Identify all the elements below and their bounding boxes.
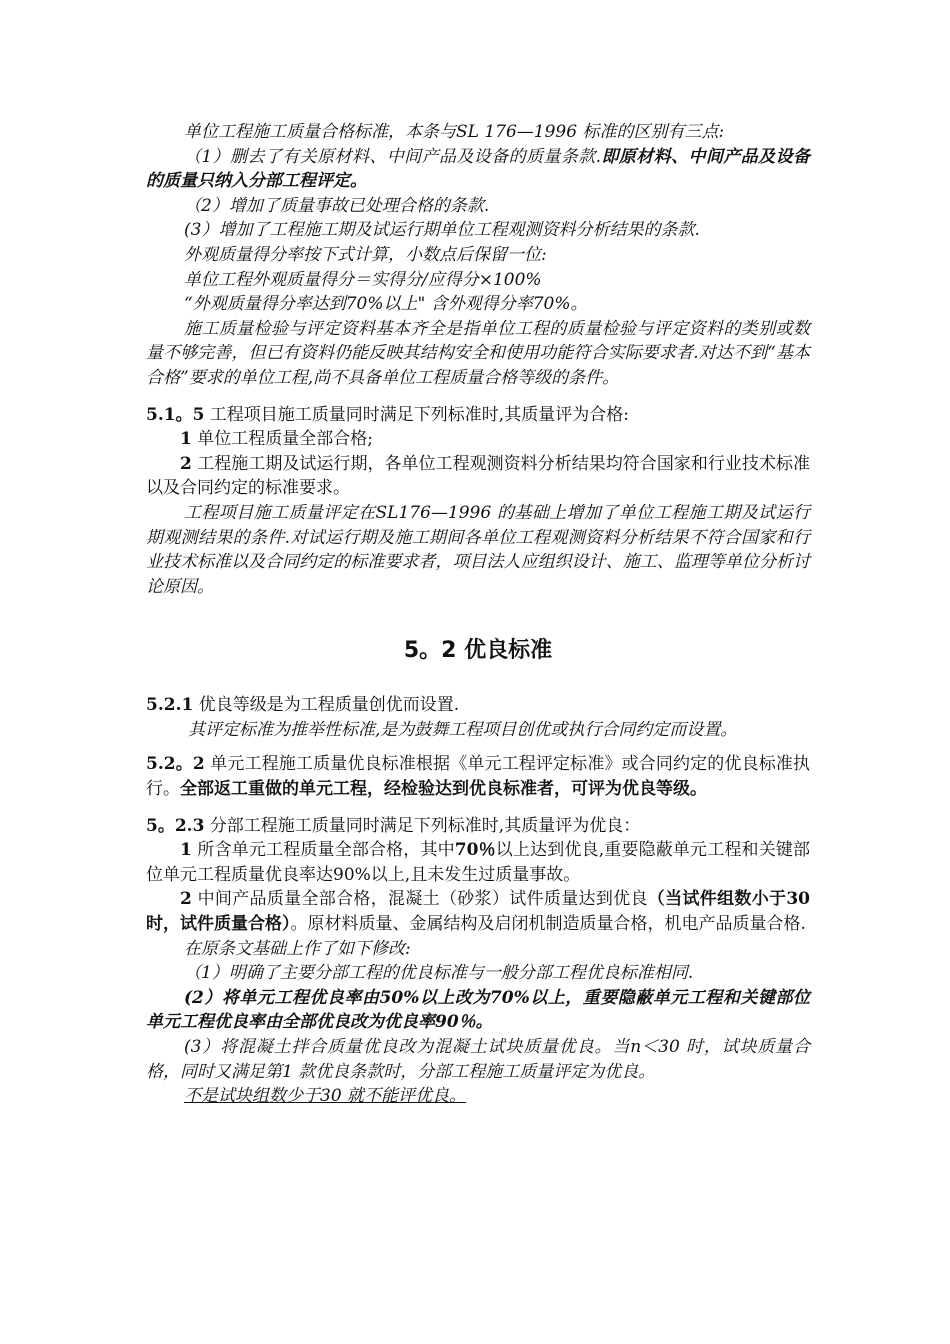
clause-5-2-3-note-intro: 在原条文基础上作了如下修改:	[184, 938, 411, 959]
clause-5-2-3-note-2: (2）将单元工程优良率由50%以上改为70%以上，重要隐蔽单元工程和关键部位单元工程优良率由全部优良改为优良率90％。	[146, 987, 810, 1033]
clause-text: 工程项目施工质量同时满足下列标准时,其质量评为合格:	[204, 404, 629, 425]
clause-text: 单元工程施工质量优良标准根据《单元工程评定标准》或合同约定的优良标准执行。	[146, 754, 810, 800]
clause-5-2-3-item-1	[146, 838, 810, 887]
clause-5-2-1-note: 其评定标准为推举性标准,是为鼓舞工程项目创优或执行合同约定而设置。	[188, 719, 738, 740]
paragraph-change-2: （2）增加了质量事故已处理合格的条款.	[184, 195, 490, 216]
paragraph-appearance-formula: 单位工程外观质量得分＝实得分/应得分×100%	[184, 269, 542, 290]
clause-number: 5.2.1	[146, 695, 194, 716]
item-number: 2	[180, 889, 192, 910]
clause-text: 分部工程施工质量同时满足下列标准时,其质量评为优良：	[204, 815, 641, 836]
clause-number: 5。2.3	[146, 815, 205, 836]
item-text-bold: （当试件组数小于30时，试件质量合格）	[146, 889, 810, 935]
clause-5-2-1	[146, 693, 810, 718]
paragraph-appearance-rate: “外观质量得分率达到70%以上" 含外观得分率70%。	[184, 294, 588, 315]
clause-number: 5.2。2	[146, 754, 205, 775]
paragraph-change-1	[146, 145, 810, 194]
item-text: 单位工程质量全部合格;	[191, 429, 373, 450]
paragraph-change-3: (3）增加了工程施工期及试运行期单位工程观测资料分析结果的条款.	[184, 220, 700, 241]
item-text-b: 以上达到优良,重要隐蔽单元工程和关键部位单元工程质量优良率达90%以上,且未发生过质量事故。	[146, 840, 811, 885]
clause-5-2-3-note-1: （1）明确了主要分部工程的优良标准与一般分部工程优良标准相同.	[184, 963, 694, 984]
clause-text: 优良等级是为工程质量创优而设置.	[193, 695, 460, 716]
section-heading: 5。2 优良标准	[403, 638, 553, 664]
clause-5-1-5-note: 工程项目施工质量评定在SL176—1996 的基础上增加了单位工程施工期及试运行期观测结果的条件.对试运行期及施工期间各单位工程观测资料分析结果不符合国家和行业技术标准以及合同约定的标准要求者，项目法人应组织设计、施工、监理等单位分析讨论原因。	[146, 502, 810, 597]
paragraph-inspection-records: 施工质量检验与评定资料基本齐全是指单位工程的质量检验与评定资料的类别或数量不够完善，但已有资料仍能反映其结构安全和使用功能符合实际要求者.对达不到“基本合格”要求的单位工程,尚不具备单位工程质量合格等级的条件。	[146, 318, 810, 388]
clause-5-1-5-item-1	[146, 427, 810, 452]
document-body	[146, 120, 810, 1109]
clause-5-1-5-item-2	[146, 452, 810, 501]
clause-5-2-3-note-4	[146, 1084, 810, 1109]
change-1-bold: 即原材料、中间产品及设备的质量只纳入分部工程评定。	[146, 146, 811, 192]
item-text: 工程施工期及试运行期，各单位工程观测资料分析结果均符合国家和行业技术标准以及合同约定的标准要求。	[146, 453, 810, 499]
item-text-a: 中间产品质量全部合格，混凝土（砂浆）试件质量达到优良	[191, 889, 648, 910]
item-text-a: 所含单元工程质量全部合格，其中	[191, 840, 455, 861]
clause-5-2-3-note-3: (3）将混凝土拌合质量优良改为混凝土试块质量优良。当n＜30 时，试块质量合格，同时又满足第1 款优良条款时，分部工程施工质量评定为优良。	[146, 1037, 810, 1082]
clause-5-1-5	[146, 403, 810, 428]
clause-number: 5.1。5	[146, 404, 205, 425]
clause-5-2-2	[146, 752, 810, 801]
underlined-note: 不是试块组数少于30 就不能评优良。	[184, 1086, 467, 1107]
change-1-text: （1）删去了有关原材料、中间产品及设备的质量条款.	[184, 146, 602, 167]
item-number: 1	[180, 429, 192, 450]
clause-bold-text: 全部返工重做的单元工程，经检验达到优良标准者，可评为优良等级。	[180, 779, 707, 800]
item-number: 2	[180, 453, 192, 474]
item-text-b: 。原材料质量、金属结构及启闭机制造质量合格，机电产品质量合格.	[290, 914, 806, 935]
item-number: 1	[180, 840, 192, 861]
item-text-bold: 70％	[454, 840, 496, 861]
paragraph-appearance-formula-intro: 外观质量得分率按下式计算，小数点后保留一位:	[184, 244, 547, 265]
clause-5-2-3-item-2	[146, 887, 810, 936]
clause-5-2-3	[146, 814, 810, 839]
paragraph-unit-standard-intro: 单位工程施工质量合格标准，本条与SL 176—1996 标准的区别有三点:	[184, 122, 725, 142]
